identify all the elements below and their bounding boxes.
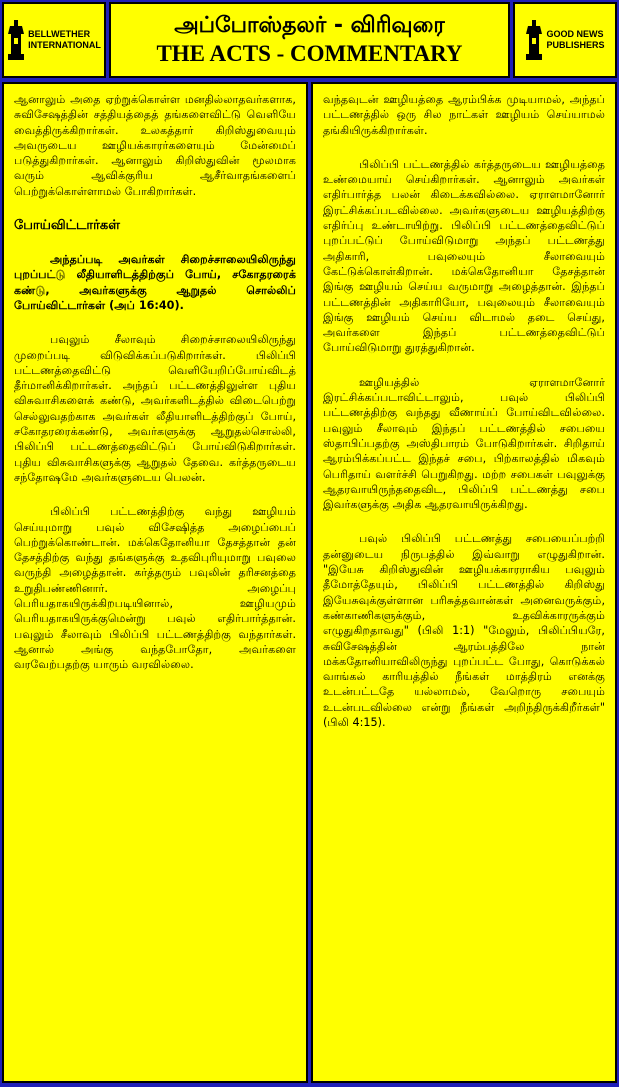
right-logo-line2: PUBLISHERS <box>546 40 605 50</box>
bell-tower-icon <box>525 20 543 60</box>
good-news-logo <box>513 2 617 78</box>
left-paragraph-2: பவுலும் சீலாவும் சிறைச்சாலையிலிருந்து முறைப்படி விடுவிக்கப்படுகிறார்கள். பிலிப்பி பட்டணத்தைவிட்டு வெளியேறிப்போய்விடத் தீர்மானிக்கிறார்கள். அந்தப் பட்டணத்திலுள்ள புதிய விசுவாசிகளைக் கண்டு, அவர்களிடத்தில் விடைபெற்று செல்லுவதற்காக அவர்கள் லீதியாளிடத்திற்குப் போய், சகோதரரைக்கண்டு, அவர்களுக்கு ஆறுதல்சொல்லி, பிலிப்பி பட்டணத்தைவிட்டுப் போய்விடுகிறார்கள். புதிய விசுவாசிகளுக்கு ஆறுதல் தேவை. கர்த்தருடைய சந்தோஷமே அவர்களுடைய பெலன். <box>14 333 296 484</box>
right-paragraph-1: வந்தவுடன் ஊழியத்தை ஆரம்பிக்க முடியாமல், அந்தப் பட்டணத்தில் ஒரு சில நாட்கள் ஊழியம் செய்யாமல் தங்கியிருக்கிறார்கள். <box>323 93 605 137</box>
left-logo-line1: BELLWETHER <box>28 29 91 39</box>
bellwether-logo <box>2 2 106 78</box>
scripture-quote: அந்தப்படி அவர்கள் சிறைச்சாலையிலிருந்து புறப்பட்டு லீதியாளிடத்திற்குப் போய், சகோதரரைக் கண்டு, அவர்களுக்கு ஆறுதல் சொல்லிப் போய்விட்டார்கள் (அப் 16:40). <box>14 253 296 312</box>
right-paragraph-2: பிலிப்பி பட்டணத்தில் கர்த்தருடைய ஊழியத்தை உண்மையாய் செய்கிறார்கள். ஆனாலும் அவர்கள் எதிர்பார்த்த பலன் கிடைக்கவில்லை. ஏராளமானோர் இரட்சிக்கப்படவில்லை. அவர்களுடைய ஊழியத்திற்கு எதிர்ப்பு உண்டாயிற்று. பிலிப்பி பட்டணத்தைவிட்டுப் புறப்பட்டுப் போய்விடுமாறு அந்தப் பட்டணத்து அதிகாரி, பவுலையும் சீலாவையும் கேட்டுக்கொள்கிறான். மக்கெதோனியா தேசத்தான் இங்கு ஊழியம் செய்ய வருமாறு அழைத்தான். இந்தப் பட்டணத்தின் அதிகாரியோ, பவுலையும் சீலாவையும் இங்கு ஊழியம் செய்ய விடாமல் தடை செய்து, அவர்களை இந்தப் பட்டணத்தைவிட்டுப் போய்விடுமாறு துரத்துகிறான். <box>323 157 605 355</box>
right-paragraph-4: பவுல் பிலிப்பி பட்டணத்து சபையைப்பற்றி தன்னுடைய நிருபத்தில் இவ்வாறு எழுதுகிறான். "இயேசு கிறிஸ்துவின் ஊழியக்காரராகிய பவுலும் தீமோத்தேயும், பிலிப்பி பட்டணத்தில் கிறிஸ்து இயேசுவுக்குள்ளான பரிசுத்தவான்கள் அனைவருக்கும், கண்காணிகளுக்கும், உதவிக்காரருக்கும் எழுதுகிறதாவது" (பிலி 1:1) "மேலும், பிலிப்பியரே, சுவிசேஷத்தின் ஆரம்பத்திலே நான் மக்கதோனியாவிலிருந்து புறப்பட்ட போது, கொடுக்கல் வாங்கல் காரியத்தில் நீங்கள் மாத்திரம் எனக்கு உடன்பட்டதே யல்லாமல், வேறொரு சபையும் உடன்படவில்லை என்று நீங்கள் அறிந்திருக்கிறீர்கள்" (பிலி 4:15). <box>323 532 605 729</box>
right-column <box>311 82 617 1083</box>
section-heading: போய்விட்டார்கள் <box>14 218 120 234</box>
right-logo-line1: GOOD NEWS <box>546 29 604 39</box>
page-header <box>2 2 617 78</box>
title-box <box>109 2 510 78</box>
page-title-english: THE ACTS - COMMENTARY <box>156 41 463 66</box>
left-paragraph-3: பிலிப்பி பட்டணத்திற்கு வந்து ஊழியம் செய்யுமாறு பவுல் விசேஷித்த அழைப்பைப் பெற்றுக்கொண்டான். மக்கெதோனியா தேசத்தான் தன் தேசத்திற்கு வந்து தங்களுக்கு உதவிபுரியுமாறு பவுலை வருந்தி அழைத்தான். கர்த்தரும் பவுலின் தரிசனத்தை உறுதிபண்ணினார். அழைப்பு பெரியதாகயிருக்கிறபடியினால், ஊழியமும் பெரியதாகயிருக்குமென்று பவுல் எதிர்பார்த்தான். பவுலும் சீலாவும் பிலிப்பி பட்டணத்திற்கு வந்தார்கள். ஆனால் அங்கு வந்தபோதோ, அவர்களை வரவேற்பதற்கு யாரும் வரவில்லை. <box>14 505 296 672</box>
left-column <box>2 82 308 1083</box>
left-paragraph-1: ஆனாலும் அதை ஏற்றுக்கொள்ள மனதில்லாதவர்களாக, சுவிசேஷத்தின் சத்தியத்தைத் தங்களைவிட்டு வெளியே வைத்திருக்கிறார்கள். உலகத்தார் கிறிஸ்துவையும் அவருடைய ஊழியக்காரர்களையும் மேன்மைப் படுத்துகிறார்கள். ஆனாலும் கிறிஸ்துவின் மூலமாக வரும் ஆவிக்குரிய ஆசீர்வாதங்களைப் பெற்றுக்கொள்ளாமல் போகிறார்கள். <box>14 93 296 198</box>
right-paragraph-3: ஊழியத்தில் ஏராளமானோர் இரட்சிக்கப்படாவிட்டாலும், பவுல் பிலிப்பி பட்டணத்திற்கு வந்தது வீணாய்ப் போய்விடவில்லை. பவுலும் சீலாவும் இந்தப் பட்டணத்தில் சபையை ஸ்தாபிப்பதற்கு அஸ்திபாரம் போடுகிறார்கள். சிறிதாய் ஆரம்பிக்கப்பட்ட இந்தச் சபை, பிற்காலத்தில் மிகவும் பெரிதாய் வளர்ச்சி பெறுகிறது. மற்ற சபைகள் பவுலுக்கு ஆதரவாயிருந்ததைவிட, பிலிப்பி பட்டணத்து சபை இவர்களுக்கு அதிக ஆதரவாயிருக்கிறது. <box>323 375 605 512</box>
page-title-tamil: அப்போஸ்தலர் - விரிவுரை <box>174 13 445 38</box>
bell-tower-icon <box>7 20 25 60</box>
left-logo-line2: INTERNATIONAL <box>28 40 101 50</box>
